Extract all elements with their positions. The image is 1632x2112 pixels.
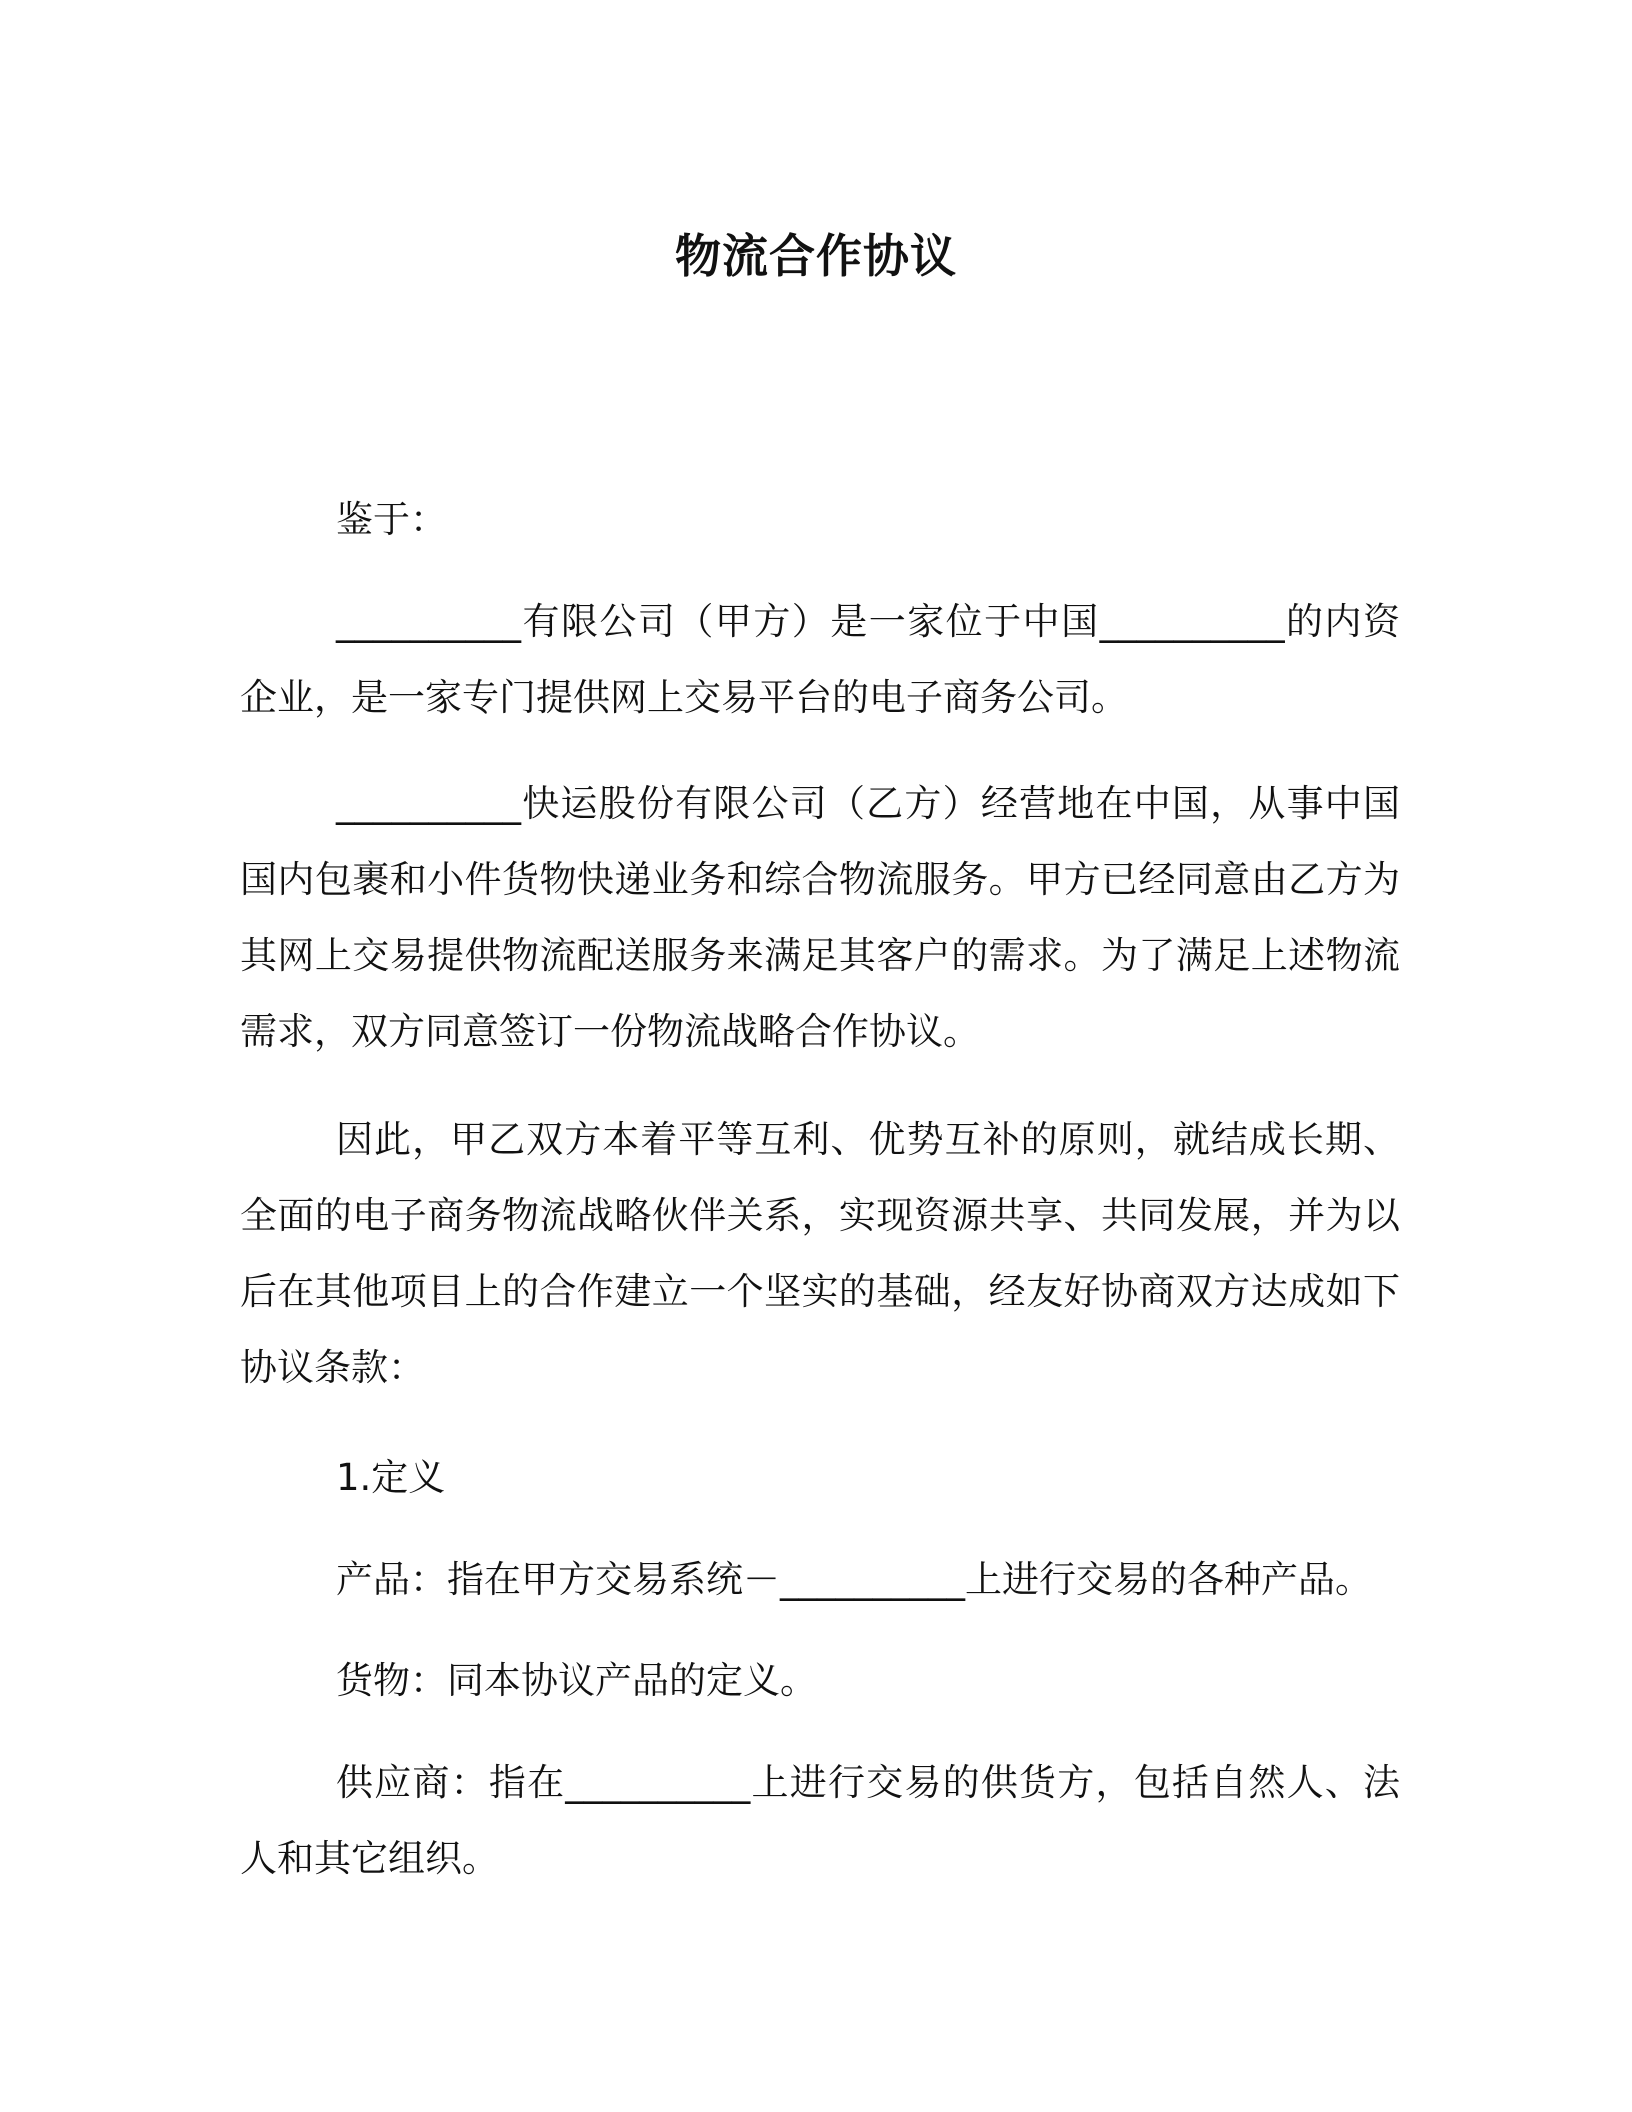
therefore-paragraph <box>240 1102 1400 1406</box>
section-1-text: 1.定义 <box>336 1456 446 1499</box>
document-title: 物流合作协议 <box>675 229 957 283</box>
whereas-text: 鉴于： <box>336 498 447 541</box>
def-goods-text: 货物：同本协议产品的定义。 <box>336 1659 817 1702</box>
def-supplier-text: 供应商：指在__________上进行交易的供货方，包括自然人、法人和其它组织。 <box>240 1761 1400 1880</box>
party-b-text: __________快运股份有限公司（乙方）经营地在中国，从事中国国内包裹和小件货物快递业务和综合物流服务。甲方已经同意由乙方为其网上交易提供物流配送服务来满足其客户的需求。为了满足上述物流需求，双方同意签订一份物流战略合作协议。 <box>240 782 1400 1053</box>
whereas-heading <box>240 482 1400 558</box>
party-a-paragraph <box>240 584 1400 736</box>
def-product-text: 产品：指在甲方交易系统－__________上进行交易的各种产品。 <box>336 1558 1372 1601</box>
therefore-text: 因此，甲乙双方本着平等互利、优势互补的原则，就结成长期、全面的电子商务物流战略伙伴关系，实现资源共享、共同发展，并为以后在其他项目上的合作建立一个坚实的基础，经友好协商双方达成如下协议条款： <box>240 1118 1400 1389</box>
party-b-paragraph <box>240 766 1400 1070</box>
definition-product <box>240 1542 1400 1618</box>
definition-goods <box>240 1643 1400 1719</box>
party-a-text: __________有限公司（甲方）是一家位于中国__________的内资企业，是一家专门提供网上交易平台的电子商务公司。 <box>240 600 1400 719</box>
section-heading-definitions <box>240 1440 1400 1516</box>
definition-supplier <box>240 1745 1400 1897</box>
